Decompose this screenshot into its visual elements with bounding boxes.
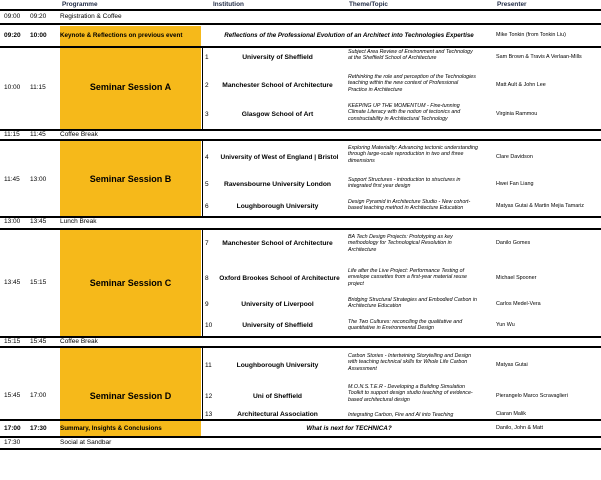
talk-number: 9 [205,301,209,308]
talk-presenter: Virginia Rammou [496,111,538,117]
time-end: 13:45 [30,218,47,225]
talk-institution: University of West of England | Bristol [220,154,339,161]
header-programme: Programme [62,1,98,8]
time-end: 09:20 [30,13,47,20]
column-divider [202,141,203,216]
time-end: 11:15 [30,84,46,91]
time-start: 09:00 [4,13,21,20]
time-start: 13:45 [4,279,21,286]
session-b-title: Seminar Session B [89,174,172,184]
column-divider [202,230,203,336]
time-start: 13:00 [4,218,21,225]
talk-theme: Rethinking the role and perception of the Technologies teaching within the new context of Professional Practice in Architecture [348,74,476,93]
talk-number: 7 [205,240,209,247]
talk-theme: Carbon Stories - Intertwining Storytelling and Design with teaching technical skills for Whole Life Carbon Assessment [348,353,472,372]
talk-presenter: Michael Spooner [496,275,537,281]
lunch-break-label: Lunch Break [60,218,97,225]
talk-presenter: Carlos Medel-Vera [496,301,541,307]
talk-institution: Manchester School of Architecture [222,240,333,247]
time-end: 11:45 [30,131,46,138]
header-presenter: Presenter [497,1,527,8]
time-start: 17:00 [4,425,21,432]
talk-theme: BA Tech Design Projects: Prototyping as key methodology for Technological Resolution in Architecture [348,234,453,253]
talk-presenter: Matt Ault & John Lee [496,82,546,88]
talk-presenter: Hwei Fan Liang [496,181,534,187]
time-start: 11:45 [4,176,20,183]
talk-number: 12 [205,393,213,400]
talk-number: 10 [205,322,213,329]
time-end: 15:45 [30,338,47,345]
registration-label: Registration & Coffee [60,13,122,20]
talk-theme: Design Pyramid in Architecture Studio - New cohort-based teaching method in Architecture Education [348,199,471,212]
talk-institution: University of Sheffield [242,54,313,61]
talk-institution: Oxford Brookes School of Architecture [219,275,340,282]
talk-number: 8 [205,275,209,282]
summary-presenter: Danilo, John & Matt [496,425,544,431]
divider [0,419,601,421]
keynote-label: Keynote & Reflections on previous event [60,32,183,39]
time-start: 10:00 [4,84,21,91]
session-a-title: Seminar Session A [89,82,172,92]
column-divider [202,348,203,419]
talk-presenter: Matyas Gutai & Martin Mejia Tamariz [496,203,584,209]
time-end: 15:15 [30,279,47,286]
talk-institution: Architectural Association [237,411,318,418]
summary-title: What is next for TECHNICA? [306,425,392,432]
divider [0,448,601,450]
talk-number: 2 [205,82,209,89]
talk-number: 13 [205,411,213,418]
talk-presenter: Clare Davidson [496,154,533,160]
session-c-title: Seminar Session C [89,278,172,288]
column-divider [202,48,203,129]
talk-presenter: Danilo Gomes [496,240,531,246]
time-end: 13:00 [30,176,47,183]
talk-number: 6 [205,203,209,210]
talk-institution: University of Liverpool [241,301,314,308]
talk-theme: M.O.N.S.T.E.R - Developing a Building Simulation Toolkit to support design studio teaching of evidence-based architectural design [348,384,473,403]
divider [0,139,601,141]
time-end: 17:00 [30,392,47,399]
time-start: 11:15 [4,131,20,138]
summary-label: Summary, Insights & Conclusions [60,425,162,432]
talk-number: 1 [205,54,209,61]
time-start: 09:20 [4,32,21,39]
divider [0,9,601,11]
talk-theme: Exploring Materiality: Advancing tectonic understanding through large-scale reproduction in two and three dimensions [348,145,478,164]
talk-theme: The Two Cultures: reconciling the qualitative and quantitative in Environmental Design [348,319,463,332]
session-d-title: Seminar Session D [89,391,172,401]
time-end: 17:30 [30,425,47,432]
talk-institution: Ravensbourne University London [223,181,332,188]
talk-presenter: Ciaran Malik [496,411,526,417]
keynote-title: Reflections of the Professional Evolution of an Architect into Technologies Expertise [224,32,474,39]
time-start: 17:30 [4,439,21,446]
talk-institution: University of Sheffield [242,322,313,329]
divider [0,228,601,230]
divider [0,46,601,48]
talk-institution: Loughborough University [236,203,319,210]
time-start: 15:45 [4,392,21,399]
talk-number: 4 [205,154,209,161]
talk-institution: Loughborough University [236,362,319,369]
talk-presenter: Matyas Gutai [496,362,528,368]
talk-number: 5 [205,181,209,188]
talk-theme: Integrating Carbon, Fire and AI into Teaching [348,412,454,418]
keynote-presenter: Mike Tonkin (from Tonkin Liu) [496,32,566,38]
coffee-break-label: Coffee Break [60,131,98,138]
divider [0,436,601,438]
time-end: 10:00 [30,32,47,39]
talk-theme: Support Structures - introduction to structures in integrated first year design [348,177,461,190]
talk-institution: Uni of Sheffield [252,393,303,400]
talk-theme: Bridging Structural Strategies and Embodied Carbon in Architecture Education [348,297,477,310]
talk-institution: Glasgow School of Art [241,111,314,118]
talk-theme: Subject Area Review of Environment and Technology at the Sheffield School of Architecture [348,49,473,62]
session-d-highlight [60,348,201,419]
social-label: Social at Sandbar [60,439,112,446]
talk-institution: Manchester School of Architecture [222,82,333,89]
talk-number: 11 [205,362,212,369]
talk-theme: KEEPING UP THE MOMENTUM - Fine-tunning Climate Literacy with the notion of tectonics and constructability in Architectural Technology [348,103,461,122]
talk-presenter: Sam Brown & Travis A Verlaan-Mills [496,54,582,60]
divider [0,346,601,348]
header-theme: Theme/Topic [349,1,388,8]
divider [0,23,601,25]
time-start: 15:15 [4,338,21,345]
talk-theme: Life after the Live Project: Performance Testing of envelope cassettes from a first-year material reuse project [348,268,467,287]
talk-presenter: Yun Wu [496,322,515,328]
header-institution: Institution [213,1,244,8]
talk-number: 3 [205,111,209,118]
talk-presenter: Pierangelo Marco Scravaglieri [496,393,568,399]
coffee-break-label: Coffee Break [60,338,98,345]
